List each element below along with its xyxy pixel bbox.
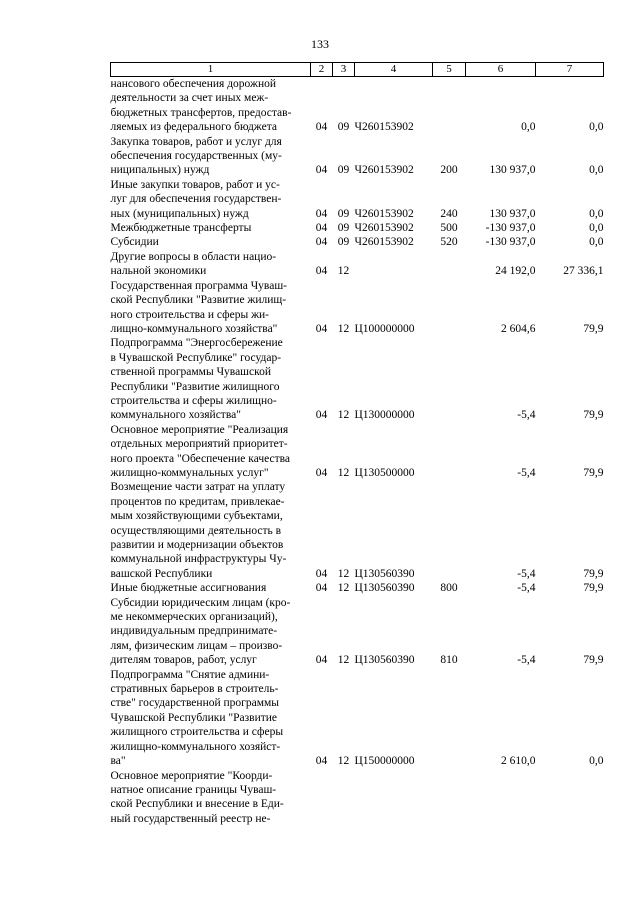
- row-name: [111, 581, 311, 595]
- row-amount-2: 0,0: [589, 164, 604, 177]
- row-name-line: процентов по кредитам, привлекае-: [110, 495, 285, 508]
- row-name: [111, 221, 311, 235]
- column-header-3: 3: [333, 63, 355, 77]
- row-name-line: индивидуальным предпринимате-: [110, 625, 278, 638]
- row-name-line: Чувашской Республики "Развитие: [110, 711, 278, 724]
- table-row: [111, 480, 604, 581]
- row-subsection-code: 09: [337, 236, 350, 249]
- row-name-line: осуществляющими деятельность в: [110, 524, 282, 537]
- row-name-line: ва": [110, 755, 126, 768]
- row-subsection-code: 12: [337, 567, 350, 580]
- row-name-line: ской Республики "Развитие жилищ-: [110, 294, 287, 307]
- row-section-code: 04: [315, 164, 328, 177]
- row-name: [111, 423, 311, 481]
- row-expense-type: 520: [440, 236, 458, 249]
- row-name-line: ных (муниципальных) нужд: [110, 207, 249, 220]
- row-target-article: Ц130500000: [354, 466, 415, 479]
- column-header-4: 4: [355, 63, 433, 77]
- row-name-line: коммунального хозяйства": [110, 409, 241, 422]
- row-target-article: Ч260153902: [354, 121, 414, 134]
- column-header-7: 7: [536, 63, 604, 77]
- row-name-line: стве" государственной программы: [110, 697, 280, 710]
- row-amount-1: -5,4: [517, 466, 536, 479]
- row-amount-1: -5,4: [517, 409, 536, 422]
- row-amount-2: 0,0: [589, 222, 604, 235]
- row-expense-type: 800: [440, 582, 458, 595]
- row-name: [111, 135, 311, 178]
- row-subsection-code: 09: [337, 164, 350, 177]
- row-amount-2: 0,0: [589, 755, 604, 768]
- row-subsection-code: 09: [337, 207, 350, 220]
- row-amount-2: 79,9: [583, 582, 604, 595]
- table-row: [111, 178, 604, 221]
- table-row: [111, 250, 604, 279]
- row-target-article: Ц130560390: [354, 654, 415, 667]
- row-name-line: ного проекта "Обеспечение качества: [110, 452, 291, 465]
- row-section-code: 04: [315, 236, 328, 249]
- row-amount-1: 24 192,0: [495, 265, 536, 278]
- row-section-code: 04: [315, 755, 328, 768]
- row-name-line: Иные закупки товаров, работ и ус-: [110, 178, 280, 191]
- row-subsection-code: 12: [337, 409, 350, 422]
- row-section-code: 04: [315, 207, 328, 220]
- row-name: [111, 235, 311, 249]
- row-target-article: Ц130560390: [354, 582, 415, 595]
- row-name-line: в Чувашской Республике" государ-: [110, 351, 282, 364]
- row-name-line: Основное мероприятие "Реализация: [110, 423, 289, 436]
- row-target-article: Ч260153902: [354, 222, 414, 235]
- row-expense-type: [433, 423, 466, 481]
- row-name-line: бюджетных трансфертов, предостав-: [110, 106, 292, 119]
- row-section-code: 04: [315, 582, 328, 595]
- row-amount-2: 79,9: [583, 409, 604, 422]
- row-amount-1: -130 937,0: [485, 236, 536, 249]
- row-name: [111, 668, 311, 769]
- table-row: [111, 668, 604, 769]
- row-section-code: 04: [315, 567, 328, 580]
- row-name-line: Республики "Развитие жилищного: [110, 380, 280, 393]
- row-name-line: дителям товаров, работ, услуг: [110, 654, 257, 667]
- row-amount-2: 79,9: [583, 466, 604, 479]
- row-amount-2: 0,0: [589, 236, 604, 249]
- row-name-line: нансового обеспечения дорожной: [110, 78, 277, 90]
- row-amount-1: 2 604,6: [501, 322, 536, 335]
- row-name: [111, 178, 311, 221]
- row-amount-2: 79,9: [583, 654, 604, 667]
- row-name-line: нальной экономики: [110, 265, 207, 278]
- row-amount-2: 0,0: [589, 121, 604, 134]
- row-amount-1: 2 610,0: [501, 755, 536, 768]
- row-name-line: жилищно-коммунального хозяйст-: [110, 740, 281, 753]
- row-name-line: отдельных мероприятий приоритет-: [110, 438, 288, 451]
- row-name-line: вашской Республики: [110, 567, 213, 580]
- column-header-2: 2: [311, 63, 333, 77]
- row-expense-type: 810: [440, 654, 458, 667]
- page-number: 133: [311, 37, 329, 51]
- row-name-line: ниципальных) нужд: [110, 164, 210, 177]
- row-section-code: 04: [315, 121, 328, 134]
- column-header-1: 1: [111, 63, 311, 77]
- table-row: [111, 336, 604, 422]
- row-expense-type: [433, 480, 466, 581]
- row-name-line: лям, физическим лицам – произво-: [110, 639, 283, 652]
- row-amount-1: -5,4: [517, 654, 536, 667]
- row-name: [111, 336, 311, 422]
- row-target-article: Ц130000000: [354, 409, 415, 422]
- row-section-code: [311, 769, 333, 827]
- row-name-line: Основное мероприятие "Коорди-: [110, 769, 273, 782]
- row-name-line: Возмещение части затрат на уплату: [110, 481, 286, 494]
- table-row: [111, 135, 604, 178]
- row-amount-2: 79,9: [583, 567, 604, 580]
- row-name-line: Другие вопросы в области нацио-: [110, 250, 277, 263]
- row-name-line: ской Республики и внесение в Еди-: [110, 798, 284, 811]
- row-name: [111, 77, 311, 135]
- row-expense-type: 240: [440, 207, 458, 220]
- table-row: [111, 596, 604, 668]
- row-subsection-code: [333, 769, 355, 827]
- row-name-line: Межбюджетные трансферты: [110, 222, 252, 235]
- row-target-article: Ц130560390: [354, 567, 415, 580]
- row-name-line: Государственная программа Чуваш-: [110, 279, 288, 292]
- row-subsection-code: 12: [337, 466, 350, 479]
- table-row: [111, 769, 604, 827]
- table-row: [111, 235, 604, 249]
- row-name-line: ственной программы Чувашской: [110, 366, 272, 379]
- row-name: [111, 250, 311, 279]
- row-name-line: ный государственный реестр не-: [110, 812, 271, 825]
- row-amount-1: [466, 769, 536, 827]
- row-expense-type: [433, 769, 466, 827]
- row-expense-type: [433, 250, 466, 279]
- column-header-6: 6: [466, 63, 536, 77]
- row-section-code: 04: [315, 222, 328, 235]
- row-amount-1: 130 937,0: [489, 207, 536, 220]
- row-amount-2: 0,0: [589, 207, 604, 220]
- table-row: [111, 221, 604, 235]
- row-target-article: Ц100000000: [354, 322, 415, 335]
- row-name-line: ного строительства и сферы жи-: [110, 308, 269, 321]
- row-name: [111, 769, 311, 827]
- budget-table: [110, 62, 604, 826]
- row-section-code: 04: [315, 322, 328, 335]
- row-name-line: лищно-коммунального хозяйства": [110, 322, 278, 335]
- row-name-line: коммунальной инфраструктуры Чу-: [110, 553, 287, 566]
- row-subsection-code: 09: [337, 121, 350, 134]
- row-amount-1: -5,4: [517, 567, 536, 580]
- row-expense-type: [433, 77, 466, 135]
- row-name-line: луг для обеспечения государствен-: [110, 193, 282, 206]
- row-name-line: жилищно-коммунальных услуг": [110, 466, 269, 479]
- column-header-5: 5: [433, 63, 466, 77]
- row-subsection-code: 12: [337, 654, 350, 667]
- row-target-article: Ч260153902: [354, 236, 414, 249]
- row-subsection-code: 12: [337, 265, 350, 278]
- row-expense-type: [433, 279, 466, 337]
- row-section-code: 04: [315, 654, 328, 667]
- row-subsection-code: 12: [337, 582, 350, 595]
- row-name-line: деятельности за счет иных меж-: [110, 92, 269, 105]
- row-amount-1: 130 937,0: [489, 164, 536, 177]
- column-number-header-row: [111, 63, 604, 77]
- row-target-article: [355, 769, 433, 827]
- row-subsection-code: 12: [337, 322, 350, 335]
- row-name-line: стративных барьеров в строитель-: [110, 683, 279, 696]
- row-name-line: развитии и модернизации объектов: [110, 539, 284, 551]
- row-name: [111, 480, 311, 581]
- row-target-article: Ч260153902: [354, 207, 414, 220]
- row-expense-type: [433, 668, 466, 769]
- row-subsection-code: 12: [337, 755, 350, 768]
- row-expense-type: 500: [440, 222, 458, 235]
- row-amount-2: 79,9: [583, 322, 604, 335]
- row-name-line: натное описание границы Чуваш-: [110, 783, 277, 796]
- row-name-line: Субсидии юридическим лицам (кро-: [110, 596, 291, 609]
- row-amount-1: -5,4: [517, 582, 536, 595]
- row-section-code: 04: [315, 466, 328, 479]
- row-name-line: Закупка товаров, работ и услуг для: [110, 135, 282, 148]
- row-name-line: Иные бюджетные ассигнования: [110, 582, 267, 595]
- row-target-article: Ц150000000: [354, 755, 415, 768]
- row-expense-type: 200: [440, 164, 458, 177]
- row-amount-2: [536, 769, 604, 827]
- row-section-code: 04: [315, 409, 328, 422]
- row-expense-type: [433, 336, 466, 422]
- row-subsection-code: 09: [337, 222, 350, 235]
- row-amount-1: -130 937,0: [485, 222, 536, 235]
- row-target-article: [355, 250, 433, 279]
- row-name-line: жилищного строительства и сферы: [110, 726, 284, 739]
- row-name-line: ме некоммерческих организаций),: [110, 611, 278, 624]
- row-name: [111, 279, 311, 337]
- row-section-code: 04: [315, 265, 328, 278]
- row-amount-1: 0,0: [521, 121, 536, 134]
- row-amount-2: 27 336,1: [563, 265, 604, 278]
- table-row: [111, 279, 604, 337]
- row-name: [111, 596, 311, 668]
- row-name-line: строительства и сферы жилищно-: [110, 394, 277, 407]
- row-name-line: ляемых из федерального бюджета: [110, 121, 277, 134]
- row-name-line: мым хозяйствующими субъектами,: [110, 510, 283, 523]
- row-name-line: Субсидии: [110, 236, 159, 249]
- row-target-article: Ч260153902: [354, 164, 414, 177]
- row-name-line: Подпрограмма "Энергосбережение: [110, 337, 283, 350]
- table-row: [111, 77, 604, 135]
- table-row: [111, 423, 604, 481]
- row-name-line: обеспечения государственных (му-: [110, 150, 282, 163]
- table-row: [111, 581, 604, 595]
- table-body: [111, 77, 604, 827]
- row-name-line: Подпрограмма "Снятие админи-: [110, 668, 270, 681]
